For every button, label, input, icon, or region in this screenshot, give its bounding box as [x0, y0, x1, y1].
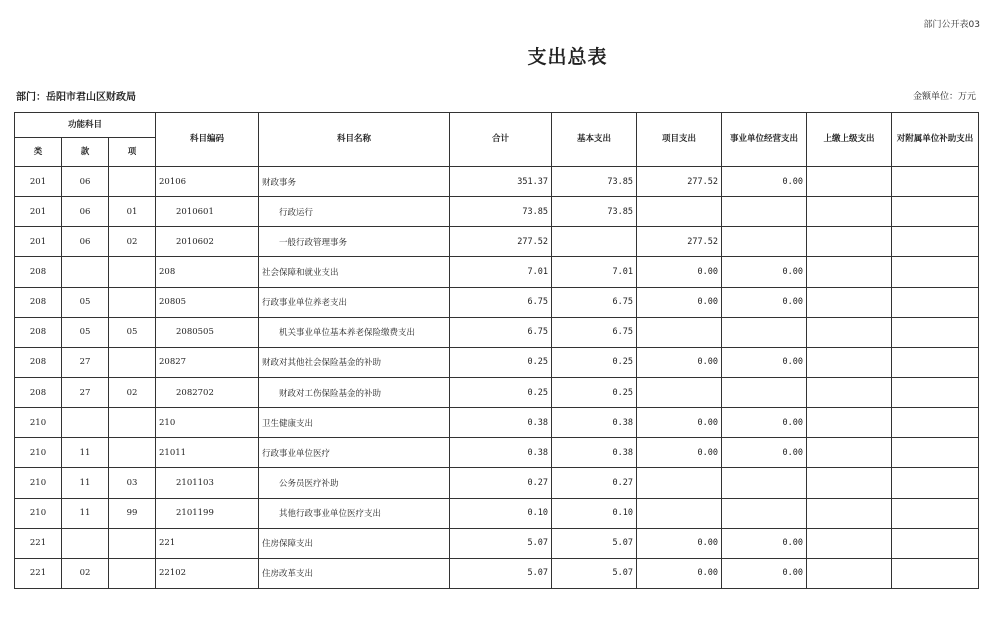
- header-func-subject: 功能科目: [15, 113, 156, 138]
- header-basic: 基本支出: [552, 113, 637, 167]
- cell-xiang: [109, 438, 156, 468]
- cell-code: 221: [156, 528, 259, 558]
- cell-lei: 210: [15, 498, 62, 528]
- cell-kuan: [62, 257, 109, 287]
- cell-project: [637, 468, 722, 498]
- cell-kuan: [62, 408, 109, 438]
- cell-subsidy: [892, 347, 979, 377]
- cell-total: 5.07: [450, 558, 552, 588]
- cell-upper: [807, 257, 892, 287]
- cell-lei: 208: [15, 287, 62, 317]
- cell-kuan: 11: [62, 468, 109, 498]
- cell-subsidy: [892, 468, 979, 498]
- cell-project: [637, 317, 722, 347]
- cell-kuan: 27: [62, 377, 109, 407]
- cell-code: 22102: [156, 558, 259, 588]
- cell-business: 0.00: [722, 167, 807, 197]
- cell-upper: [807, 468, 892, 498]
- cell-project: [637, 377, 722, 407]
- table-row: [15, 347, 979, 377]
- table-row: [15, 377, 979, 407]
- cell-business: 0.00: [722, 438, 807, 468]
- cell-basic: 5.07: [552, 558, 637, 588]
- cell-xiang: 02: [109, 377, 156, 407]
- cell-lei: 201: [15, 167, 62, 197]
- cell-upper: [807, 438, 892, 468]
- cell-total: 0.38: [450, 408, 552, 438]
- header-code: 科目编码: [156, 113, 259, 167]
- cell-xiang: 01: [109, 197, 156, 227]
- cell-lei: 221: [15, 528, 62, 558]
- cell-name: 行政事业单位养老支出: [259, 287, 450, 317]
- cell-name: 一般行政管理事务: [259, 227, 450, 257]
- cell-name: 行政运行: [259, 197, 450, 227]
- cell-basic: 73.85: [552, 197, 637, 227]
- cell-code: 2082702: [156, 377, 259, 407]
- cell-project: 0.00: [637, 347, 722, 377]
- cell-lei: 208: [15, 347, 62, 377]
- cell-code: 20827: [156, 347, 259, 377]
- cell-subsidy: [892, 528, 979, 558]
- header-lei: 类: [15, 138, 62, 167]
- cell-basic: 0.38: [552, 408, 637, 438]
- header-name: 科目名称: [259, 113, 450, 167]
- cell-total: 277.52: [450, 227, 552, 257]
- cell-project: 0.00: [637, 438, 722, 468]
- table-row: [15, 558, 979, 588]
- cell-project: 277.52: [637, 227, 722, 257]
- cell-lei: 210: [15, 408, 62, 438]
- cell-total: 6.75: [450, 287, 552, 317]
- table-row: [15, 528, 979, 558]
- cell-code: 208: [156, 257, 259, 287]
- cell-name: 行政事业单位医疗: [259, 438, 450, 468]
- cell-basic: 0.10: [552, 498, 637, 528]
- cell-kuan: 27: [62, 347, 109, 377]
- cell-lei: 201: [15, 227, 62, 257]
- cell-xiang: 03: [109, 468, 156, 498]
- cell-xiang: 05: [109, 317, 156, 347]
- cell-total: 73.85: [450, 197, 552, 227]
- cell-project: 277.52: [637, 167, 722, 197]
- cell-kuan: [62, 528, 109, 558]
- cell-project: [637, 197, 722, 227]
- cell-business: 0.00: [722, 558, 807, 588]
- cell-name: 社会保障和就业支出: [259, 257, 450, 287]
- table-row: [15, 408, 979, 438]
- cell-kuan: 11: [62, 438, 109, 468]
- cell-xiang: [109, 287, 156, 317]
- cell-total: 0.38: [450, 438, 552, 468]
- cell-code: 2010601: [156, 197, 259, 227]
- cell-upper: [807, 197, 892, 227]
- cell-xiang: [109, 347, 156, 377]
- cell-upper: [807, 377, 892, 407]
- cell-subsidy: [892, 408, 979, 438]
- cell-project: 0.00: [637, 558, 722, 588]
- header-xiang: 项: [109, 138, 156, 167]
- cell-basic: 0.25: [552, 377, 637, 407]
- cell-subsidy: [892, 498, 979, 528]
- page-title: 支出总表: [527, 46, 608, 68]
- cell-xiang: 02: [109, 227, 156, 257]
- cell-basic: 0.27: [552, 468, 637, 498]
- cell-project: 0.00: [637, 408, 722, 438]
- cell-code: 210: [156, 408, 259, 438]
- cell-code: 20106: [156, 167, 259, 197]
- table-row: [15, 498, 979, 528]
- cell-total: 5.07: [450, 528, 552, 558]
- cell-basic: 73.85: [552, 167, 637, 197]
- cell-basic: 6.75: [552, 287, 637, 317]
- cell-xiang: [109, 257, 156, 287]
- cell-business: [722, 197, 807, 227]
- header-upper: 上缴上级支出: [807, 113, 892, 167]
- cell-kuan: 06: [62, 167, 109, 197]
- cell-upper: [807, 167, 892, 197]
- cell-total: 6.75: [450, 317, 552, 347]
- table-row: [15, 287, 979, 317]
- form-number: 部门公开表03: [923, 20, 980, 30]
- cell-business: [722, 468, 807, 498]
- cell-lei: 201: [15, 197, 62, 227]
- cell-business: [722, 377, 807, 407]
- table-row: [15, 438, 979, 468]
- cell-code: 2080505: [156, 317, 259, 347]
- cell-xiang: [109, 558, 156, 588]
- cell-business: [722, 498, 807, 528]
- cell-basic: 0.38: [552, 438, 637, 468]
- cell-kuan: 05: [62, 287, 109, 317]
- header-subsidy: 对附属单位补助支出: [892, 113, 979, 167]
- cell-name: 卫生健康支出: [259, 408, 450, 438]
- cell-total: 0.27: [450, 468, 552, 498]
- cell-lei: 208: [15, 257, 62, 287]
- cell-name: 住房改革支出: [259, 558, 450, 588]
- header-project: 项目支出: [637, 113, 722, 167]
- table-row: [15, 227, 979, 257]
- cell-basic: 6.75: [552, 317, 637, 347]
- expenditure-table: [14, 112, 979, 589]
- cell-name: 财政对工伤保险基金的补助: [259, 377, 450, 407]
- table-row: [15, 197, 979, 227]
- cell-kuan: 06: [62, 197, 109, 227]
- cell-business: [722, 317, 807, 347]
- cell-name: 财政事务: [259, 167, 450, 197]
- cell-subsidy: [892, 317, 979, 347]
- cell-kuan: 05: [62, 317, 109, 347]
- cell-business: 0.00: [722, 408, 807, 438]
- cell-business: 0.00: [722, 257, 807, 287]
- cell-basic: [552, 227, 637, 257]
- cell-subsidy: [892, 227, 979, 257]
- cell-total: 0.10: [450, 498, 552, 528]
- cell-lei: 208: [15, 317, 62, 347]
- cell-name: 住房保障支出: [259, 528, 450, 558]
- cell-kuan: 02: [62, 558, 109, 588]
- amount-unit-label: 金额单位：万元: [912, 92, 976, 102]
- table-row: [15, 257, 979, 287]
- cell-business: [722, 227, 807, 257]
- cell-xiang: [109, 528, 156, 558]
- cell-project: 0.00: [637, 528, 722, 558]
- cell-code: 21011: [156, 438, 259, 468]
- cell-lei: 208: [15, 377, 62, 407]
- header-kuan: 款: [62, 138, 109, 167]
- table-body: [15, 167, 979, 589]
- cell-upper: [807, 317, 892, 347]
- cell-upper: [807, 347, 892, 377]
- cell-basic: 7.01: [552, 257, 637, 287]
- cell-upper: [807, 287, 892, 317]
- department-label: 部门：岳阳市君山区财政局: [16, 92, 136, 103]
- cell-kuan: 11: [62, 498, 109, 528]
- cell-project: 0.00: [637, 257, 722, 287]
- cell-kuan: 06: [62, 227, 109, 257]
- cell-code: 2101199: [156, 498, 259, 528]
- cell-upper: [807, 227, 892, 257]
- cell-name: 财政对其他社会保险基金的补助: [259, 347, 450, 377]
- cell-business: 0.00: [722, 528, 807, 558]
- table-row: [15, 167, 979, 197]
- cell-upper: [807, 558, 892, 588]
- cell-total: 0.25: [450, 377, 552, 407]
- cell-total: 0.25: [450, 347, 552, 377]
- cell-upper: [807, 528, 892, 558]
- cell-code: 2010602: [156, 227, 259, 257]
- cell-subsidy: [892, 257, 979, 287]
- cell-lei: 210: [15, 468, 62, 498]
- cell-basic: 5.07: [552, 528, 637, 558]
- cell-lei: 210: [15, 438, 62, 468]
- header-business: 事业单位经营支出: [722, 113, 807, 167]
- cell-name: 机关事业单位基本养老保险缴费支出: [259, 317, 450, 347]
- cell-total: 351.37: [450, 167, 552, 197]
- cell-subsidy: [892, 197, 979, 227]
- cell-project: 0.00: [637, 287, 722, 317]
- cell-upper: [807, 408, 892, 438]
- cell-project: [637, 498, 722, 528]
- cell-name: 其他行政事业单位医疗支出: [259, 498, 450, 528]
- cell-subsidy: [892, 287, 979, 317]
- cell-subsidy: [892, 167, 979, 197]
- cell-name: 公务员医疗补助: [259, 468, 450, 498]
- cell-subsidy: [892, 377, 979, 407]
- cell-business: 0.00: [722, 347, 807, 377]
- cell-code: 20805: [156, 287, 259, 317]
- cell-xiang: [109, 408, 156, 438]
- cell-total: 7.01: [450, 257, 552, 287]
- table-row: [15, 468, 979, 498]
- cell-basic: 0.25: [552, 347, 637, 377]
- cell-business: 0.00: [722, 287, 807, 317]
- cell-subsidy: [892, 438, 979, 468]
- table-row: [15, 317, 979, 347]
- cell-xiang: 99: [109, 498, 156, 528]
- cell-code: 2101103: [156, 468, 259, 498]
- cell-xiang: [109, 167, 156, 197]
- cell-lei: 221: [15, 558, 62, 588]
- header-total: 合计: [450, 113, 552, 167]
- cell-subsidy: [892, 558, 979, 588]
- cell-upper: [807, 498, 892, 528]
